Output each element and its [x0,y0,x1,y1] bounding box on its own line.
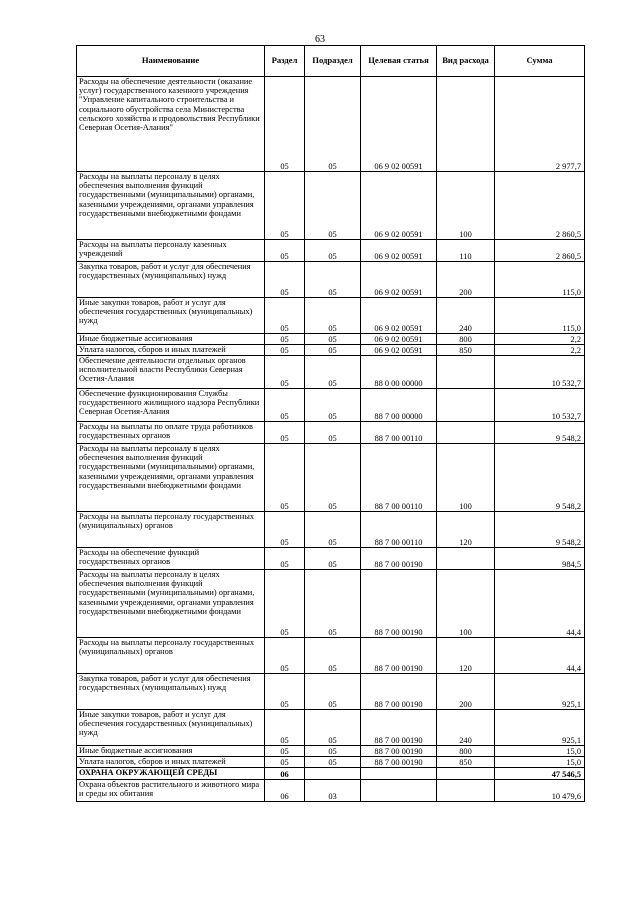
cell-section: 05 [265,512,305,548]
cell-target: 88 0 00 00000 [361,356,437,389]
cell-expense-type: 850 [437,345,495,356]
cell-target: 88 7 00 00190 [361,548,437,570]
cell-section: 06 [265,780,305,802]
cell-section: 05 [265,334,305,345]
cell-name: Расходы на обеспечение деятельности (оказание услуг) государственного казенного учреждения "Управление капитального строительства и социального обустройства села Министерства сельского хозяйства и продовольствия Республики Северная Осетия-Алания" [77,77,265,172]
cell-name: Расходы на выплаты персоналу в целях обеспечения выполнения функций государственными (муниципальными) органами, казенными учреждениями, органами управления государственными внебюджетными фондами [77,570,265,638]
table-row [77,674,585,710]
cell-target: 88 7 00 00190 [361,674,437,710]
cell-target: 88 7 00 00190 [361,710,437,746]
table-row [77,757,585,768]
cell-section: 05 [265,240,305,262]
cell-expense-type [437,548,495,570]
cell-amount: 2,2 [495,334,585,345]
cell-target: 06 9 02 00591 [361,77,437,172]
cell-amount: 984,5 [495,548,585,570]
cell-name: Уплата налогов, сборов и иных платежей [77,345,265,356]
header-expense-type: Вид расхода [437,46,495,77]
cell-subsection: 05 [305,444,361,512]
cell-subsection: 03 [305,780,361,802]
cell-subsection: 05 [305,262,361,298]
cell-subsection: 05 [305,746,361,757]
cell-name: Расходы на выплаты персоналу государственных (муниципальных) органов [77,638,265,674]
cell-amount: 10 479,6 [495,780,585,802]
cell-amount: 44,4 [495,638,585,674]
cell-section: 05 [265,746,305,757]
table-row [77,389,585,422]
cell-section: 05 [265,77,305,172]
cell-target: 06 9 02 00591 [361,172,437,240]
cell-subsection: 05 [305,172,361,240]
header-target: Целевая статья [361,46,437,77]
cell-section: 05 [265,262,305,298]
cell-subsection: 05 [305,710,361,746]
cell-name: ОХРАНА ОКРУЖАЮЩЕЙ СРЕДЫ [77,768,265,780]
cell-target: 06 9 02 00591 [361,262,437,298]
cell-section: 05 [265,172,305,240]
table-row [77,512,585,548]
cell-section: 05 [265,570,305,638]
cell-expense-type: 800 [437,334,495,345]
table-row [77,422,585,444]
cell-section: 05 [265,345,305,356]
cell-name: Иные закупки товаров, работ и услуг для обеспечения государственных (муниципальных) нужд [77,298,265,334]
table-row [77,746,585,757]
cell-subsection [305,768,361,780]
cell-subsection: 05 [305,77,361,172]
table-header-row [77,46,585,77]
cell-expense-type: 100 [437,444,495,512]
cell-expense-type: 110 [437,240,495,262]
header-section: Раздел [265,46,305,77]
cell-expense-type: 240 [437,710,495,746]
budget-table [76,45,585,802]
cell-name: Охрана объектов растительного и животного мира и среды их обитания [77,780,265,802]
table-row [77,172,585,240]
page-number: 63 [315,34,325,45]
cell-expense-type: 240 [437,298,495,334]
cell-name: Расходы на выплаты персоналу государственных (муниципальных) органов [77,512,265,548]
cell-target: 06 9 02 00591 [361,298,437,334]
cell-section: 05 [265,444,305,512]
cell-subsection: 05 [305,356,361,389]
cell-subsection: 05 [305,548,361,570]
header-amount: Сумма [495,46,585,77]
cell-section: 05 [265,389,305,422]
cell-target: 06 9 02 00591 [361,334,437,345]
cell-name: Иные закупки товаров, работ и услуг для обеспечения государственных (муниципальных) нужд [77,710,265,746]
cell-section: 05 [265,638,305,674]
cell-name: Расходы на обеспечение функций государственных органов [77,548,265,570]
cell-amount: 15,0 [495,746,585,757]
cell-amount: 10 532,7 [495,389,585,422]
cell-subsection: 05 [305,240,361,262]
cell-subsection: 05 [305,389,361,422]
cell-name: Обеспечение деятельности отдельных органов исполнительной власти Республики Северная Осетия-Алания [77,356,265,389]
cell-name: Иные бюджетные ассигнования [77,334,265,345]
cell-name: Уплата налогов, сборов и иных платежей [77,757,265,768]
cell-amount: 15,0 [495,757,585,768]
table-row [77,77,585,172]
cell-expense-type: 200 [437,262,495,298]
cell-target: 88 7 00 00000 [361,389,437,422]
cell-expense-type: 800 [437,746,495,757]
cell-target: 88 7 00 00110 [361,512,437,548]
table-row [77,570,585,638]
cell-expense-type: 850 [437,757,495,768]
cell-target: 06 9 02 00591 [361,240,437,262]
cell-amount: 925,1 [495,674,585,710]
cell-expense-type [437,780,495,802]
cell-amount: 9 548,2 [495,512,585,548]
cell-name: Закупка товаров, работ и услуг для обеспечения государственных (муниципальных) нужд [77,262,265,298]
cell-name: Расходы на выплаты по оплате труда работников государственных органов [77,422,265,444]
cell-target: 88 7 00 00190 [361,746,437,757]
cell-section: 05 [265,674,305,710]
cell-subsection: 05 [305,757,361,768]
cell-amount: 9 548,2 [495,444,585,512]
table-row [77,262,585,298]
cell-target: 88 7 00 00190 [361,638,437,674]
table-row [77,768,585,780]
header-name: Наименование [77,46,265,77]
table-row [77,710,585,746]
cell-name: Расходы на выплаты персоналу казенных учреждений [77,240,265,262]
cell-subsection: 05 [305,422,361,444]
table-row [77,240,585,262]
cell-target [361,768,437,780]
cell-amount: 2,2 [495,345,585,356]
cell-expense-type [437,356,495,389]
table-row [77,780,585,802]
cell-expense-type: 120 [437,638,495,674]
cell-subsection: 05 [305,570,361,638]
cell-expense-type [437,389,495,422]
cell-name: Расходы на выплаты персоналу в целях обеспечения выполнения функций государственными (муниципальными) органами, казенными учреждениями, органами управления государственными внебюджетными фондами [77,444,265,512]
cell-target: 88 7 00 00190 [361,570,437,638]
cell-target: 06 9 02 00591 [361,345,437,356]
table-row [77,334,585,345]
cell-expense-type: 120 [437,512,495,548]
table-row [77,345,585,356]
cell-section: 05 [265,548,305,570]
cell-amount: 115,0 [495,298,585,334]
cell-amount: 44,4 [495,570,585,638]
cell-target [361,780,437,802]
cell-subsection: 05 [305,638,361,674]
cell-section: 05 [265,710,305,746]
cell-subsection: 05 [305,345,361,356]
cell-section: 05 [265,757,305,768]
cell-expense-type: 200 [437,674,495,710]
cell-amount: 925,1 [495,710,585,746]
table-row [77,548,585,570]
cell-subsection: 05 [305,334,361,345]
cell-name: Обеспечение функционирования Службы государственного жилищного надзора Республики Северная Осетия-Алания [77,389,265,422]
cell-amount: 2 860,5 [495,172,585,240]
cell-expense-type [437,768,495,780]
cell-amount: 2 977,7 [495,77,585,172]
cell-name: Иные бюджетные ассигнования [77,746,265,757]
cell-target: 88 7 00 00110 [361,422,437,444]
cell-expense-type: 100 [437,570,495,638]
cell-name: Расходы на выплаты персоналу в целях обеспечения выполнения функций государственными (муниципальными) органами, казенными учреждениями, органами управления государственными внебюджетными фондами [77,172,265,240]
cell-subsection: 05 [305,298,361,334]
table-row [77,298,585,334]
cell-section: 05 [265,356,305,389]
cell-expense-type [437,422,495,444]
table-row [77,638,585,674]
cell-amount: 2 860,5 [495,240,585,262]
table-row [77,356,585,389]
cell-target: 88 7 00 00190 [361,757,437,768]
cell-amount: 115,0 [495,262,585,298]
cell-name: Закупка товаров, работ и услуг для обеспечения государственных (муниципальных) нужд [77,674,265,710]
table-row [77,444,585,512]
cell-section: 05 [265,298,305,334]
cell-amount: 10 532,7 [495,356,585,389]
cell-amount: 47 546,5 [495,768,585,780]
cell-amount: 9 548,2 [495,422,585,444]
cell-section: 05 [265,422,305,444]
cell-expense-type [437,77,495,172]
cell-expense-type: 100 [437,172,495,240]
cell-subsection: 05 [305,674,361,710]
cell-section: 06 [265,768,305,780]
header-subsection: Подраздел [305,46,361,77]
cell-subsection: 05 [305,512,361,548]
cell-target: 88 7 00 00110 [361,444,437,512]
